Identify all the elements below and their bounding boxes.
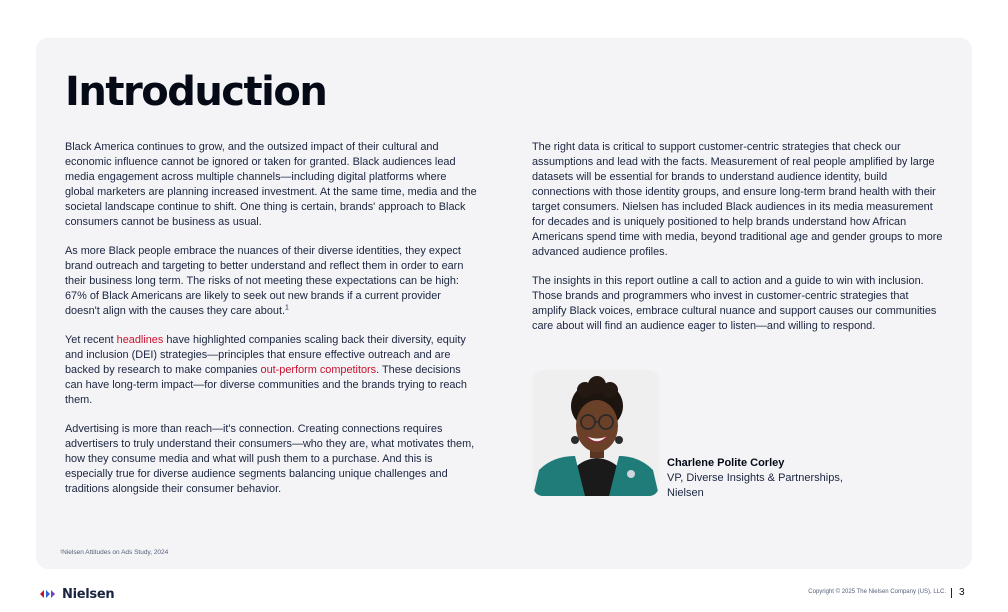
out-perform-competitors-link[interactable]: out-perform competitors xyxy=(260,364,377,376)
nielsen-logo-icon xyxy=(38,587,58,601)
author-photo xyxy=(533,370,659,496)
author-company: Nielsen xyxy=(667,487,704,499)
intro-paragraph-2 xyxy=(65,244,477,319)
intro-paragraph-4: Advertising is more than reach—it's connection. Creating connections requires advertisers to truly understand their consumers—who they are, what motivates them, how they consume media and what will push them to a purchase. And this is especially true for diverse audience segments balancing unique challenges and traditions alongside their consumer behavior. xyxy=(65,423,475,495)
footnote: ¹Nielsen Attitudes on Ads Study, 2024 xyxy=(60,549,169,556)
paragraph-2-text: As more Black people embrace the nuances of their diverse identities, they expect brand outreach and targeting to better understand and reflect them in order to earn their business long term. The risks of not meeting these expectations can be high: 67% of Black Americans are likely to seek out new brands if a current provider doesn't align with the causes they care about. xyxy=(65,245,464,317)
headlines-link[interactable]: headlines xyxy=(116,334,164,346)
paragraph-3-mid: have highlighted companies scaling back their diversity, equity and inclusion (DEI) strategies—principles that ensure effective outreach and are backed by research to make companies xyxy=(65,334,466,376)
left-column xyxy=(65,140,477,511)
page-number-divider xyxy=(951,588,952,598)
page-title: Introduction xyxy=(65,69,327,115)
brand-name: Nielsen xyxy=(62,586,115,602)
right-column xyxy=(532,140,946,348)
paragraph-3-pre: Yet recent xyxy=(65,334,117,346)
right-paragraph-1: The right data is critical to support customer-centric strategies that check our assumptions and lead with the facts. Measurement of real people amplified by large datasets will be essential for brands to understand audience identity, build connections with those identity groups, and ensure long-term brand health with their target consumers. Nielsen has included Black audiences in its media measurement for decades and is uniquely positioned to help brands understand how African Americans spend time with media, beyond traditional age and gender groups to more advanced audience profiles. xyxy=(532,141,943,258)
nielsen-logo xyxy=(38,586,114,602)
intro-paragraph-1: Black America continues to grow, and the outsized impact of their cultural and economic influence cannot be ignored or taken for granted. Black audiences lead media engagement across multiple channels—including digital platforms where global marketers are planning increased investment. At the same time, media and the societal landscape continue to shift. One thing is certain, brands' approach to Black consumers cannot be business as usual. xyxy=(65,141,477,228)
author-name: Charlene Polite Corley xyxy=(667,457,785,469)
paragraph-3-post: . These decisions can have long-term impact—for diverse communities and the brands trying to reach them. xyxy=(65,364,467,406)
copyright-notice: Copyright © 2025 The Nielsen Company (US), LLC. xyxy=(808,589,946,595)
author-role: VP, Diverse Insights & Partnerships, xyxy=(667,472,843,484)
right-paragraph-2: The insights in this report outline a call to action and a guide to win with inclusion. Those brands and programmers who invest in customer-centric strategies that amplify Black voices, embrace cultural nuance and support causes our communities care about will find an audience eager to listen—and willing to respond. xyxy=(532,275,937,332)
footnote-marker: 1 xyxy=(285,304,289,312)
intro-paragraph-3 xyxy=(65,333,477,408)
author-attribution xyxy=(667,456,843,501)
page-number: 3 xyxy=(959,587,965,598)
